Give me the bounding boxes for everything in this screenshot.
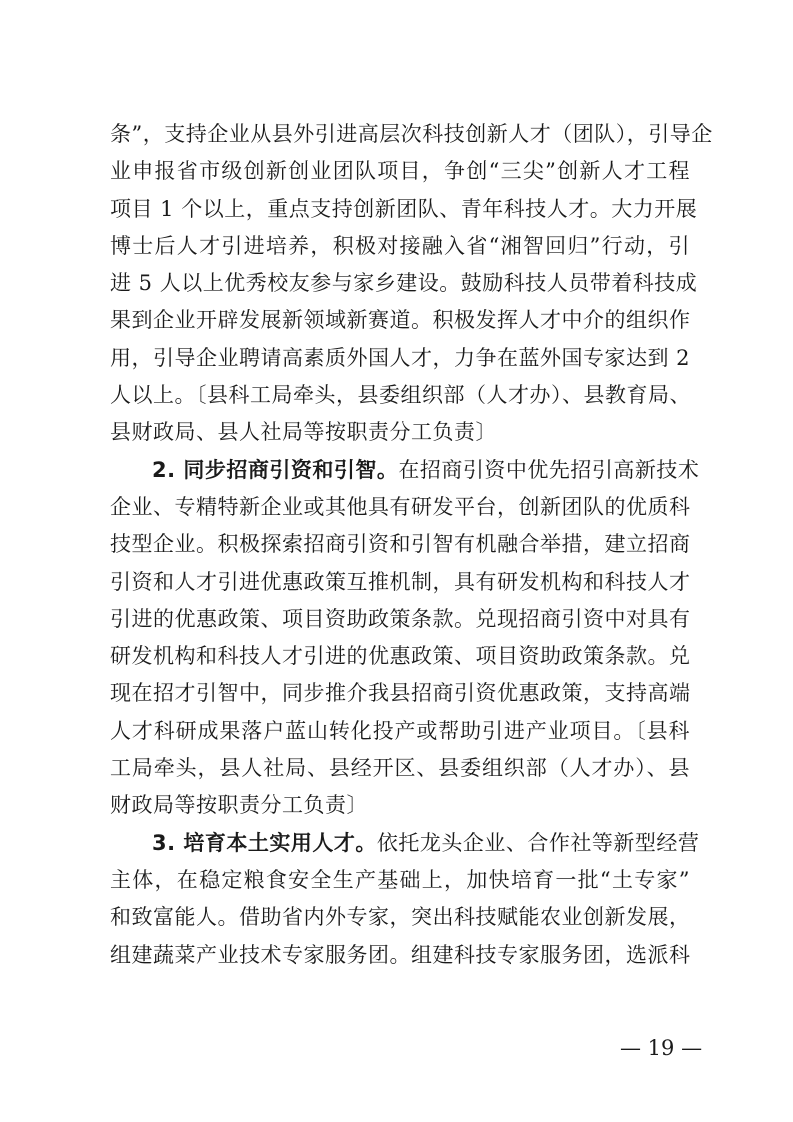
text-line: 和致富能人。借助省内外专家，突出科技赋能农业创新发展， (110, 905, 691, 930)
text-line: 主体，在稳定粮食安全生产基础上，加快培育一批“土专家” (110, 867, 690, 892)
paragraph-2 (110, 452, 700, 825)
paragraph-3 (110, 825, 700, 974)
text-line: 果到企业开辟发展新领域新赛道。积极发挥人才中介的组织作 (110, 308, 691, 333)
text-line: 进 5 人以上优秀校友参与家乡建设。鼓励科技人员带着科技成 (110, 271, 698, 296)
text-line: 县财政局、县人社局等按职责分工负责〕 (110, 420, 497, 445)
text-line: 项目 1 个以上，重点支持创新团队、青年科技人才。大力开展 (110, 196, 698, 221)
text-line: 研发机构和科技人才引进的优惠政策、项目资助政策条款。兑 (110, 644, 691, 669)
text-line: 财政局等按职责分工负责〕 (110, 793, 368, 818)
text-line (110, 452, 700, 489)
text-run: 在招商引资中优先招引高新技术 (398, 457, 700, 482)
text-line: 业申报省市级创新创业团队项目，争创“三尖”创新人才工程 (110, 159, 690, 184)
text-line: 引资和人才引进优惠政策互推机制，具有研发机构和科技人才 (110, 569, 691, 594)
section-heading: 2. 同步招商引资和引智。 (152, 457, 399, 482)
page-number: — 19 — (620, 1036, 703, 1060)
text-line: 工局牵头，县人社局、县经开区、县委组织部（人才办）、县 (110, 756, 690, 781)
text-line: 用，引导企业聘请高素质外国人才，力争在蓝外国专家达到 2 (110, 345, 691, 370)
document-body (110, 116, 713, 974)
text-line: 企业、专精特新企业或其他具有研发平台，创新团队的优质科 (110, 494, 691, 519)
text-line: 博士后人才引进培养，积极对接融入省“湘智回归”行动，引 (110, 233, 690, 258)
text-line: 人以上。〔县科工局牵头，县委组织部（人才办）、县教育局、 (110, 383, 691, 408)
text-line: 组建蔬菜产业技术专家服务团。组建科技专家服务团，选派科 (110, 942, 691, 967)
text-line: 条”，支持企业从县外引进高层次科技创新人才（团队），引导企 (110, 122, 713, 146)
text-line: 引进的优惠政策、项目资助政策条款。兑现招商引资中对具有 (110, 606, 691, 631)
text-line: 技型企业。积极探索招商引资和引智有机融合举措，建立招商 (110, 532, 691, 557)
text-run: 依托龙头企业、合作社等新型经营 (376, 830, 700, 855)
text-line (110, 825, 700, 862)
section-heading: 3. 培育本土实用人才。 (152, 830, 377, 855)
text-line: 现在招才引智中，同步推介我县招商引资优惠政策，支持高端 (110, 681, 691, 706)
paragraph-1 (110, 116, 713, 452)
text-line: 人才科研成果落户蓝山转化投产或帮助引进产业项目。〔县科 (110, 718, 690, 743)
